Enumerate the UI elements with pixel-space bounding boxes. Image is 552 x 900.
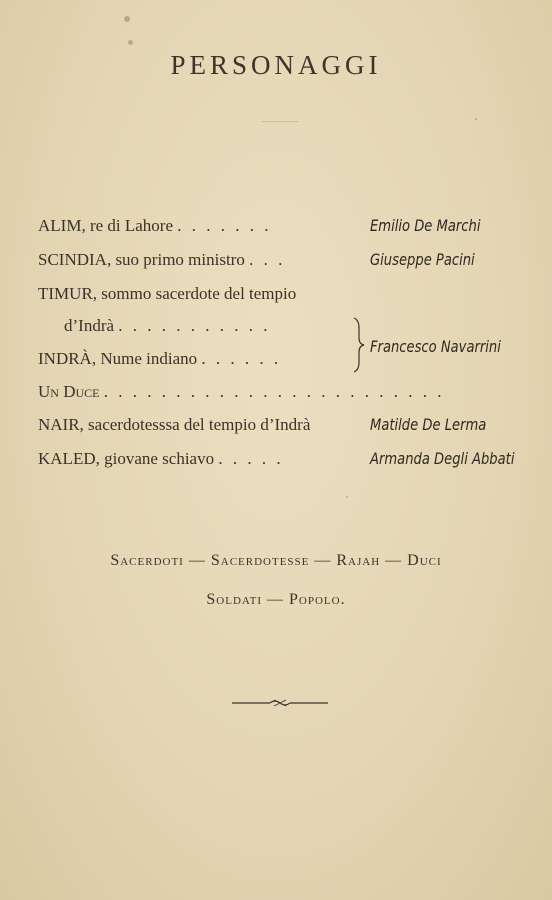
cast-role: KALED, giovane schiavo . . . . . (38, 449, 284, 468)
cast-role: SCINDIA, suo primo ministro . . . (38, 250, 286, 269)
title-rule (262, 121, 298, 122)
ornament-divider-icon (230, 696, 330, 710)
chorus-line-1: Sacerdoti — Sacerdotesse — Rajah — Duci (110, 552, 442, 569)
shared-actor: Francesco Navarrini (370, 337, 501, 356)
paper-speck (128, 40, 133, 45)
cast-role: ALIM, re di Lahore . . . . . . . (38, 216, 272, 235)
paper-speck (124, 16, 130, 22)
cast-row-nair (38, 415, 518, 443)
brace-icon (350, 316, 368, 374)
cast-actor: Matilde De Lerma (370, 415, 487, 434)
cast-role: Un Duce . . . . . . . . . . . . . . . . . . . . . . . . (38, 382, 445, 401)
cast-row-scindia (38, 250, 518, 278)
cast-row-kaled (38, 449, 518, 477)
cast-role: NAIR, sacerdotesssa del tempio d’Indrà (38, 415, 311, 434)
paper-speck (346, 496, 348, 498)
cast-role: TIMUR, sommo sacerdote del tempio (38, 284, 297, 303)
cast-actor: Giuseppe Pacini (370, 250, 475, 269)
paper-speck (475, 118, 477, 120)
cast-row-duce (38, 382, 518, 410)
page-title: PERSONAGGI (170, 50, 382, 80)
cast-actor: Emilio De Marchi (370, 216, 481, 235)
cast-row-timur (38, 284, 518, 312)
cast-row-alim (38, 216, 518, 244)
chorus-line-2: Soldati — Popolo. (206, 591, 346, 608)
cast-role: INDRÀ, Nume indiano . . . . . . (38, 349, 282, 368)
cast-role: d’Indrà . . . . . . . . . . . (64, 316, 271, 335)
cast-actor: Armanda Degli Abbati (370, 449, 515, 468)
